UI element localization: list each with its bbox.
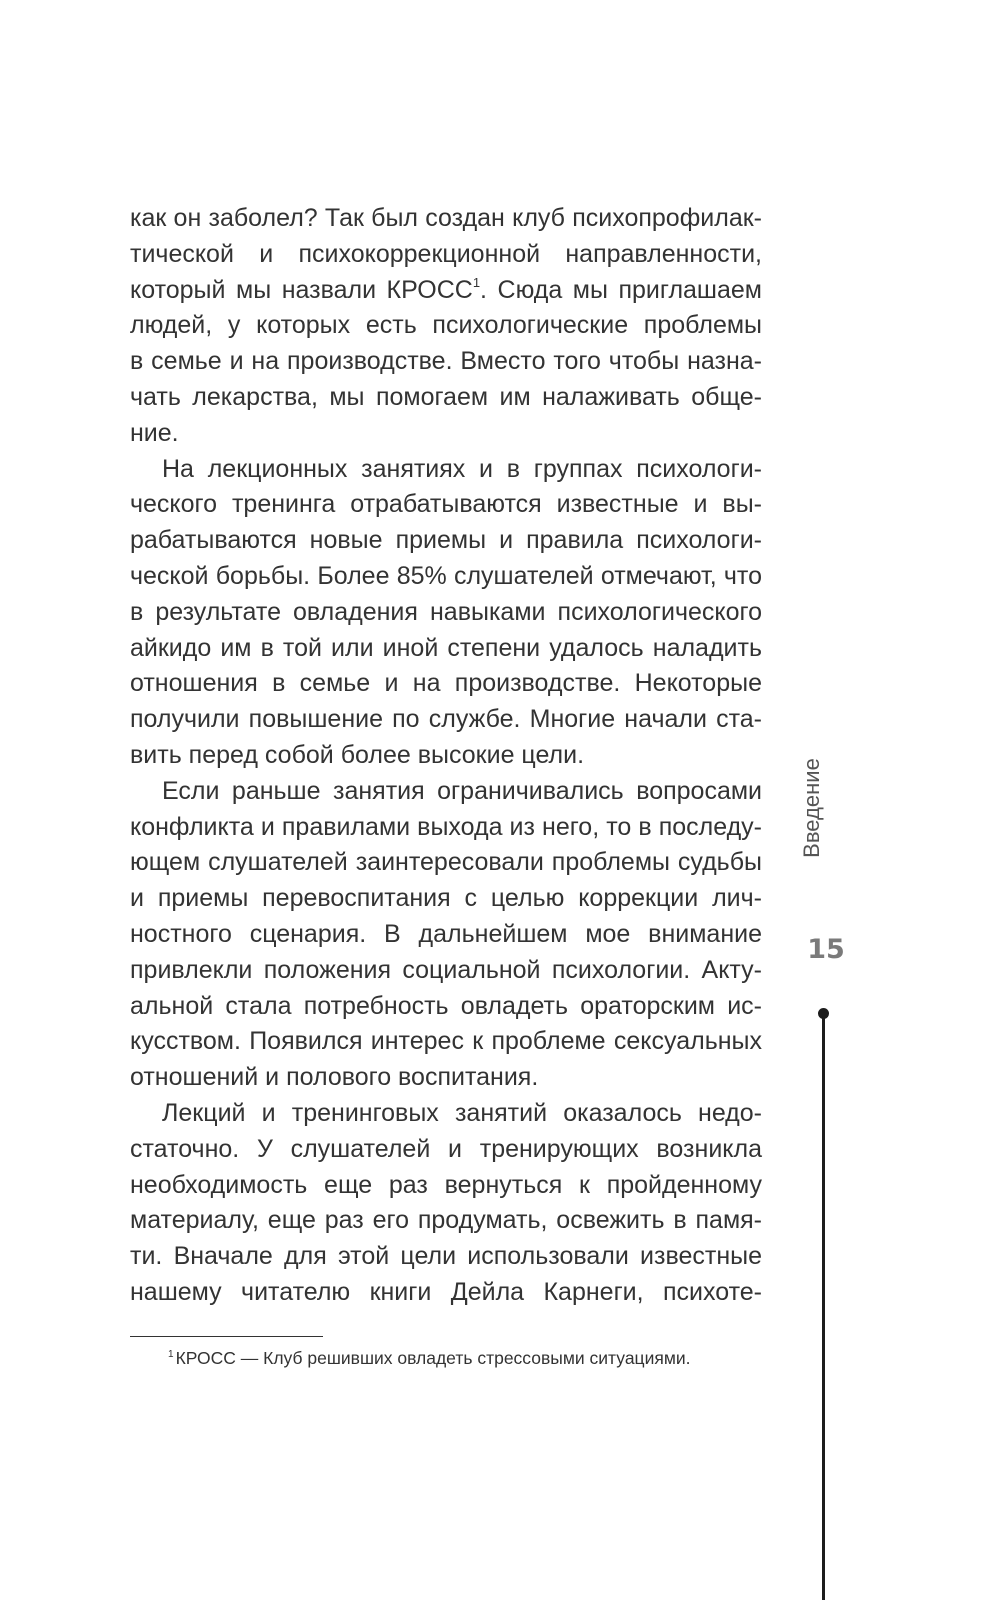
text-segment: . Сюда мы приглашаем	[480, 275, 762, 304]
text-line: ние.	[130, 418, 179, 447]
page-number: 15	[807, 934, 845, 965]
text-line: ностного сценария. В дальнейшем мое внимание	[130, 919, 762, 948]
text-line: необходимость еще раз вернуться к пройденному	[130, 1170, 762, 1199]
paragraph	[130, 452, 762, 774]
text-line: отношений и полового воспитания.	[130, 1063, 539, 1092]
paragraph	[130, 774, 762, 1096]
footnote-separator	[130, 1336, 323, 1337]
text-line: Если раньше занятия ограничивались вопросами	[162, 776, 762, 805]
text-line: нашему читателю книги Дейла Карнеги, психоте-	[130, 1277, 762, 1306]
paragraph	[130, 1096, 762, 1311]
text-line: как он заболел? Так был создан клуб психопрофилак-	[130, 204, 762, 232]
text-segment: который мы назвали КРОСС	[130, 275, 473, 304]
text-line: привлекли положения социальной психологии. Акту-	[130, 955, 762, 984]
text-line: получили повышение по службе. Многие начали ста-	[130, 705, 762, 734]
text-line: ющем слушателей заинтересовали проблемы судьбы	[130, 848, 762, 877]
text-line: в семье и на производстве. Вместо того чтобы назна-	[130, 347, 762, 376]
text-line: альной стала потребность овладеть ораторским ис-	[130, 991, 762, 1020]
text-line: На лекционных занятиях и в группах психологи-	[162, 454, 762, 483]
text-line: вить перед собой более высокие цели.	[130, 740, 585, 769]
text-line: материалу, еще раз его продумать, освежить в памя-	[130, 1206, 762, 1235]
footnote-reference: 1	[472, 274, 481, 290]
text-line: айкидо им в той или иной степени удалось наладить	[130, 633, 762, 662]
text-line: статочно. У слушателей и тренирующих возникла	[130, 1134, 762, 1163]
text-line: людей, у которых есть психологические проблемы	[130, 311, 762, 340]
running-head-label: Введение	[799, 758, 824, 858]
text-line: чать лекарства, мы помогаем им налаживать обще-	[130, 382, 762, 411]
text-line: Лекций и тренинговых занятий оказалось недо-	[162, 1098, 762, 1127]
text-line: конфликта и правилами выхода из него, то в последу-	[130, 812, 762, 841]
text-line: ческой борьбы. Более 85% слушателей отмечают, что	[130, 561, 762, 590]
footnote-marker: 1	[168, 1349, 174, 1360]
footnote-text: КРОСС — Клуб решивших овладеть стрессовыми ситуациями.	[175, 1348, 691, 1368]
paragraph	[130, 201, 762, 452]
text-line: рабатываются новые приемы и правила психологи-	[130, 526, 762, 555]
text-line: отношения в семье и на производстве. Некоторые	[130, 669, 762, 698]
text-line: ческого тренинга отрабатываются известные и вы-	[130, 490, 762, 519]
text-line: и приемы перевоспитания с целью коррекции лич-	[130, 884, 762, 913]
body-text	[130, 201, 762, 1311]
text-line: в результате овладения навыками психологического	[130, 597, 762, 626]
margin-rule	[822, 1014, 825, 1600]
text-line: ти. Вначале для этой цели использовали известные	[130, 1242, 762, 1271]
text-line: кусством. Появился интерес к проблеме сексуальных	[130, 1027, 762, 1056]
text-line: тической и психокоррекционной направленности,	[130, 239, 762, 268]
footnote	[130, 1346, 808, 1370]
text-line	[130, 273, 762, 309]
